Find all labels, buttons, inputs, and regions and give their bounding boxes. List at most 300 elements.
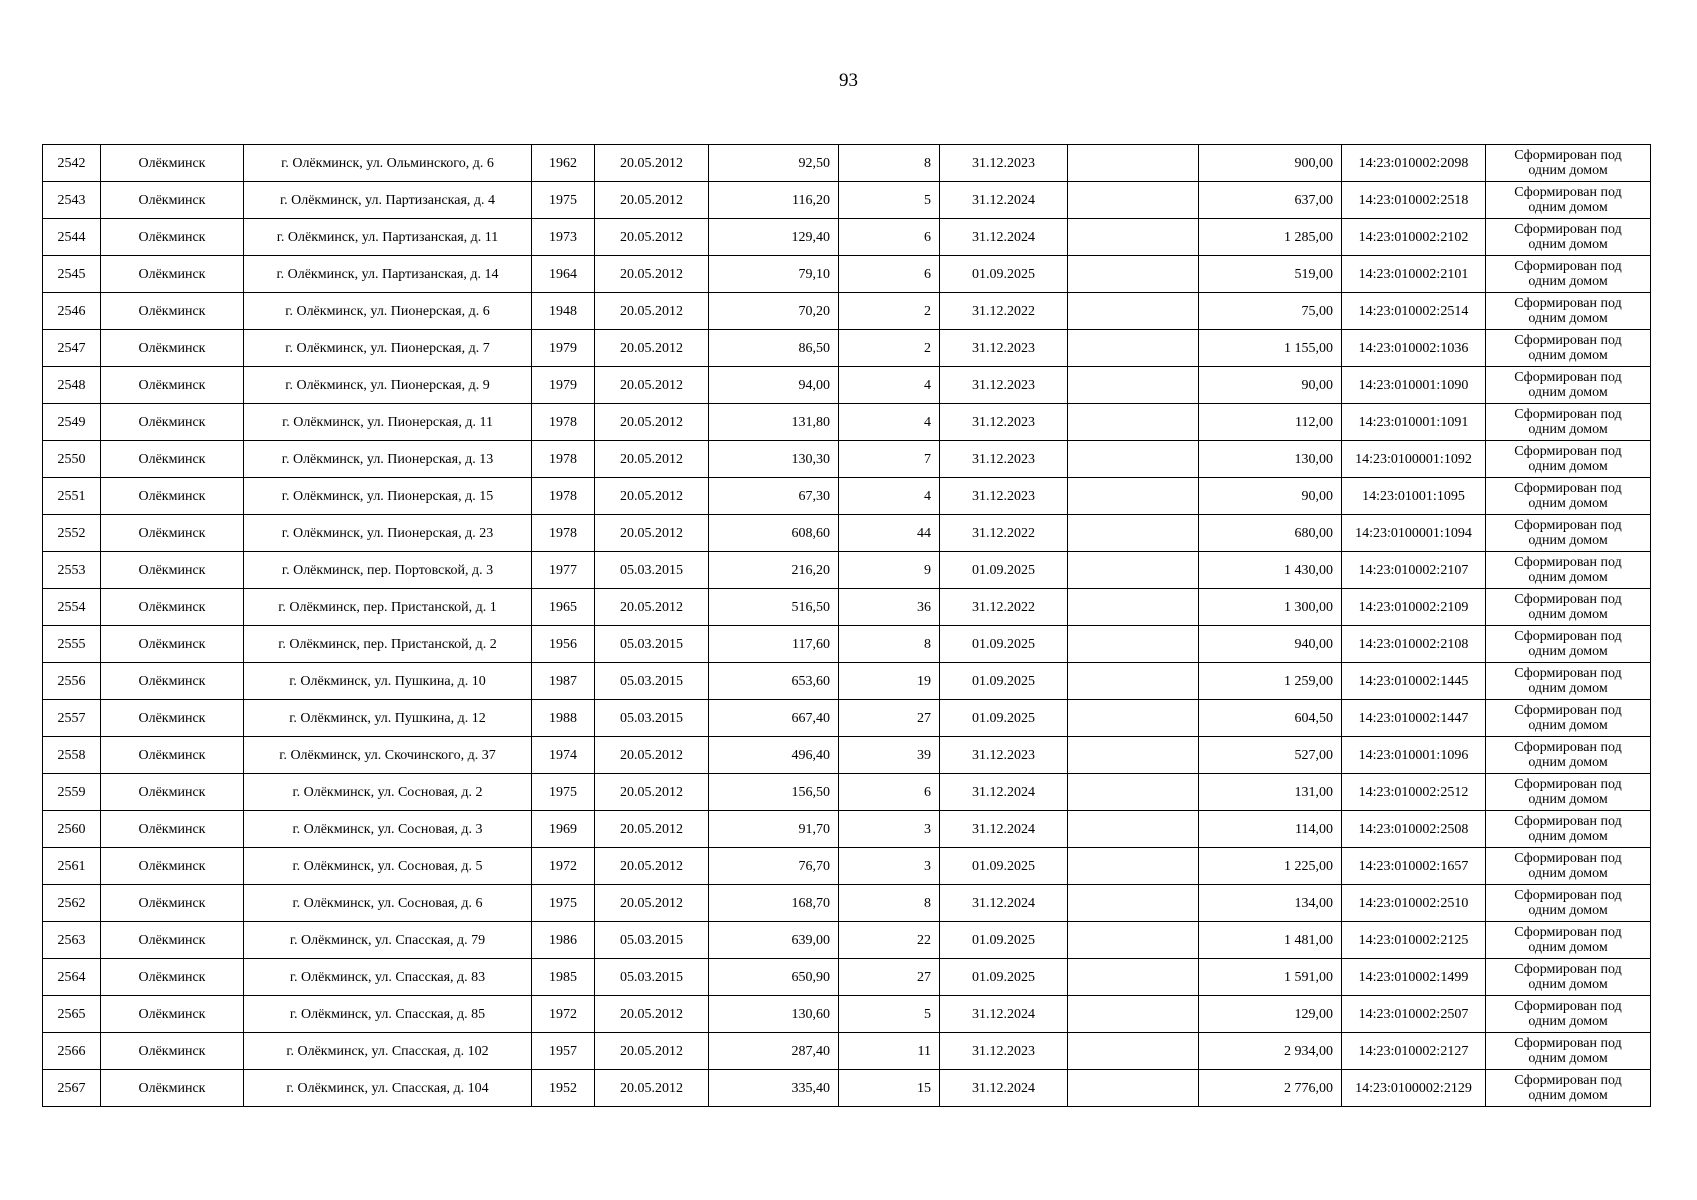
- cell-note: Сформирован под одним домом: [1486, 1070, 1651, 1107]
- cell-year: 1965: [532, 589, 595, 626]
- cell-settlement: Олёкминск: [101, 996, 244, 1033]
- cell-land-area: 129,00: [1199, 996, 1342, 1033]
- cell-land-area: 90,00: [1199, 367, 1342, 404]
- cell-empty: [1068, 367, 1199, 404]
- cell-deadline: 31.12.2023: [940, 367, 1068, 404]
- cell-deadline: 01.09.2025: [940, 552, 1068, 589]
- cell-residents: 19: [839, 663, 940, 700]
- cell-deadline: 01.09.2025: [940, 626, 1068, 663]
- cell-land-area: 1 259,00: [1199, 663, 1342, 700]
- cell-empty: [1068, 1033, 1199, 1070]
- cell-id: 2551: [43, 478, 101, 515]
- cell-empty: [1068, 848, 1199, 885]
- cell-address: г. Олёкминск, ул. Спасская, д. 79: [244, 922, 532, 959]
- table-row: [43, 145, 1651, 182]
- cell-year: 1969: [532, 811, 595, 848]
- cell-cadastral: 14:23:010002:2510: [1342, 885, 1486, 922]
- table-row: [43, 552, 1651, 589]
- cell-residents: 5: [839, 182, 940, 219]
- cell-empty: [1068, 441, 1199, 478]
- cell-address: г. Олёкминск, ул. Партизанская, д. 4: [244, 182, 532, 219]
- cell-id: 2558: [43, 737, 101, 774]
- cell-year: 1962: [532, 145, 595, 182]
- cell-year: 1978: [532, 515, 595, 552]
- cell-date: 05.03.2015: [595, 552, 709, 589]
- cell-residents: 44: [839, 515, 940, 552]
- cell-id: 2548: [43, 367, 101, 404]
- cell-note: Сформирован под одним домом: [1486, 996, 1651, 1033]
- cell-area: 516,50: [709, 589, 839, 626]
- cell-deadline: 31.12.2024: [940, 885, 1068, 922]
- cell-address: г. Олёкминск, ул. Пионерская, д. 11: [244, 404, 532, 441]
- cell-id: 2561: [43, 848, 101, 885]
- cell-land-area: 1 430,00: [1199, 552, 1342, 589]
- cell-deadline: 31.12.2022: [940, 589, 1068, 626]
- cell-date: 20.05.2012: [595, 1070, 709, 1107]
- cell-year: 1964: [532, 256, 595, 293]
- cell-deadline: 31.12.2023: [940, 478, 1068, 515]
- cell-note: Сформирован под одним домом: [1486, 404, 1651, 441]
- cell-empty: [1068, 182, 1199, 219]
- cell-address: г. Олёкминск, ул. Спасская, д. 85: [244, 996, 532, 1033]
- cell-area: 67,30: [709, 478, 839, 515]
- cell-residents: 8: [839, 626, 940, 663]
- cell-deadline: 01.09.2025: [940, 848, 1068, 885]
- cell-empty: [1068, 774, 1199, 811]
- cell-land-area: 1 481,00: [1199, 922, 1342, 959]
- cell-land-area: 1 285,00: [1199, 219, 1342, 256]
- cell-empty: [1068, 145, 1199, 182]
- cell-cadastral: 14:23:010002:1445: [1342, 663, 1486, 700]
- cell-deadline: 31.12.2024: [940, 219, 1068, 256]
- cell-residents: 3: [839, 848, 940, 885]
- cell-note: Сформирован под одним домом: [1486, 219, 1651, 256]
- cell-note: Сформирован под одним домом: [1486, 885, 1651, 922]
- cell-note: Сформирован под одним домом: [1486, 700, 1651, 737]
- cell-year: 1975: [532, 885, 595, 922]
- cell-empty: [1068, 330, 1199, 367]
- cell-date: 20.05.2012: [595, 774, 709, 811]
- cell-area: 335,40: [709, 1070, 839, 1107]
- cell-note: Сформирован под одним домом: [1486, 737, 1651, 774]
- table-row: [43, 256, 1651, 293]
- cell-settlement: Олёкминск: [101, 330, 244, 367]
- cell-residents: 4: [839, 367, 940, 404]
- cell-address: г. Олёкминск, ул. Партизанская, д. 11: [244, 219, 532, 256]
- cell-settlement: Олёкминск: [101, 589, 244, 626]
- cell-date: 20.05.2012: [595, 441, 709, 478]
- cell-year: 1977: [532, 552, 595, 589]
- table-row: [43, 1033, 1651, 1070]
- cell-empty: [1068, 626, 1199, 663]
- cell-land-area: 1 225,00: [1199, 848, 1342, 885]
- cell-year: 1985: [532, 959, 595, 996]
- cell-residents: 4: [839, 404, 940, 441]
- table-row: [43, 1070, 1651, 1107]
- cell-residents: 3: [839, 811, 940, 848]
- cell-date: 20.05.2012: [595, 885, 709, 922]
- cell-area: 117,60: [709, 626, 839, 663]
- cell-empty: [1068, 478, 1199, 515]
- cell-settlement: Олёкминск: [101, 811, 244, 848]
- cell-note: Сформирован под одним домом: [1486, 367, 1651, 404]
- cell-settlement: Олёкминск: [101, 737, 244, 774]
- cell-note: Сформирован под одним домом: [1486, 589, 1651, 626]
- table-row: [43, 219, 1651, 256]
- cell-note: Сформирован под одним домом: [1486, 515, 1651, 552]
- cell-address: г. Олёкминск, пер. Пристанской, д. 1: [244, 589, 532, 626]
- cell-id: 2559: [43, 774, 101, 811]
- cell-cadastral: 14:23:010002:2109: [1342, 589, 1486, 626]
- cell-note: Сформирован под одним домом: [1486, 848, 1651, 885]
- cell-cadastral: 14:23:0100001:1092: [1342, 441, 1486, 478]
- cell-address: г. Олёкминск, ул. Пионерская, д. 7: [244, 330, 532, 367]
- cell-year: 1978: [532, 404, 595, 441]
- cell-area: 130,60: [709, 996, 839, 1033]
- cell-year: 1979: [532, 330, 595, 367]
- cell-address: г. Олёкминск, ул. Пионерская, д. 13: [244, 441, 532, 478]
- cell-id: 2566: [43, 1033, 101, 1070]
- cell-settlement: Олёкминск: [101, 145, 244, 182]
- cell-id: 2556: [43, 663, 101, 700]
- cell-land-area: 130,00: [1199, 441, 1342, 478]
- cell-area: 156,50: [709, 774, 839, 811]
- cell-residents: 8: [839, 885, 940, 922]
- cell-address: г. Олёкминск, ул. Пушкина, д. 12: [244, 700, 532, 737]
- cell-year: 1987: [532, 663, 595, 700]
- cell-area: 639,00: [709, 922, 839, 959]
- cell-address: г. Олёкминск, ул. Сосновая, д. 5: [244, 848, 532, 885]
- cell-settlement: Олёкминск: [101, 1033, 244, 1070]
- cell-note: Сформирован под одним домом: [1486, 256, 1651, 293]
- cell-cadastral: 14:23:010002:2098: [1342, 145, 1486, 182]
- cell-area: 496,40: [709, 737, 839, 774]
- cell-year: 1972: [532, 848, 595, 885]
- cell-id: 2546: [43, 293, 101, 330]
- cell-land-area: 90,00: [1199, 478, 1342, 515]
- cell-area: 116,20: [709, 182, 839, 219]
- cell-land-area: 1 591,00: [1199, 959, 1342, 996]
- cell-cadastral: 14:23:010002:2518: [1342, 182, 1486, 219]
- cell-date: 20.05.2012: [595, 1033, 709, 1070]
- cell-settlement: Олёкминск: [101, 219, 244, 256]
- cell-year: 1973: [532, 219, 595, 256]
- cell-residents: 22: [839, 922, 940, 959]
- cell-note: Сформирован под одним домом: [1486, 441, 1651, 478]
- cell-settlement: Олёкминск: [101, 1070, 244, 1107]
- cell-deadline: 31.12.2023: [940, 404, 1068, 441]
- table-row: [43, 515, 1651, 552]
- table-row: [43, 330, 1651, 367]
- table-row: [43, 293, 1651, 330]
- cell-year: 1974: [532, 737, 595, 774]
- cell-date: 20.05.2012: [595, 589, 709, 626]
- cell-settlement: Олёкминск: [101, 182, 244, 219]
- cell-date: 05.03.2015: [595, 700, 709, 737]
- cell-address: г. Олёкминск, ул. Спасская, д. 83: [244, 959, 532, 996]
- cell-settlement: Олёкминск: [101, 626, 244, 663]
- cell-area: 608,60: [709, 515, 839, 552]
- cell-deadline: 01.09.2025: [940, 663, 1068, 700]
- cell-address: г. Олёкминск, ул. Пионерская, д. 23: [244, 515, 532, 552]
- cell-residents: 15: [839, 1070, 940, 1107]
- cell-empty: [1068, 1070, 1199, 1107]
- cell-note: Сформирован под одним домом: [1486, 959, 1651, 996]
- cell-settlement: Олёкминск: [101, 959, 244, 996]
- cell-land-area: 527,00: [1199, 737, 1342, 774]
- cell-residents: 2: [839, 293, 940, 330]
- cell-cadastral: 14:23:010002:2508: [1342, 811, 1486, 848]
- cell-settlement: Олёкминск: [101, 367, 244, 404]
- cell-address: г. Олёкминск, ул. Пионерская, д. 6: [244, 293, 532, 330]
- cell-cadastral: 14:23:010001:1096: [1342, 737, 1486, 774]
- cell-id: 2565: [43, 996, 101, 1033]
- cell-address: г. Олёкминск, ул. Пионерская, д. 9: [244, 367, 532, 404]
- cell-area: 86,50: [709, 330, 839, 367]
- cell-cadastral: 14:23:010002:2512: [1342, 774, 1486, 811]
- cell-date: 05.03.2015: [595, 922, 709, 959]
- cell-date: 05.03.2015: [595, 959, 709, 996]
- cell-year: 1975: [532, 182, 595, 219]
- cell-area: 653,60: [709, 663, 839, 700]
- cell-deadline: 31.12.2022: [940, 293, 1068, 330]
- cell-date: 20.05.2012: [595, 367, 709, 404]
- cell-empty: [1068, 811, 1199, 848]
- table-row: [43, 589, 1651, 626]
- cell-residents: 27: [839, 700, 940, 737]
- cell-date: 20.05.2012: [595, 293, 709, 330]
- cell-area: 667,40: [709, 700, 839, 737]
- cell-address: г. Олёкминск, пер. Портовской, д. 3: [244, 552, 532, 589]
- table-row: [43, 774, 1651, 811]
- cell-id: 2542: [43, 145, 101, 182]
- cell-empty: [1068, 256, 1199, 293]
- cell-land-area: 680,00: [1199, 515, 1342, 552]
- cell-deadline: 31.12.2024: [940, 811, 1068, 848]
- cell-settlement: Олёкминск: [101, 700, 244, 737]
- cell-land-area: 112,00: [1199, 404, 1342, 441]
- cell-cadastral: 14:23:010002:1447: [1342, 700, 1486, 737]
- cell-land-area: 1 155,00: [1199, 330, 1342, 367]
- cell-id: 2544: [43, 219, 101, 256]
- cell-deadline: 31.12.2024: [940, 182, 1068, 219]
- cell-settlement: Олёкминск: [101, 293, 244, 330]
- cell-land-area: 2 776,00: [1199, 1070, 1342, 1107]
- cell-note: Сформирован под одним домом: [1486, 774, 1651, 811]
- cell-empty: [1068, 404, 1199, 441]
- cell-cadastral: 14:23:010002:2101: [1342, 256, 1486, 293]
- cell-empty: [1068, 219, 1199, 256]
- cell-cadastral: 14:23:010002:2108: [1342, 626, 1486, 663]
- cell-deadline: 31.12.2023: [940, 1033, 1068, 1070]
- cell-note: Сформирован под одним домом: [1486, 1033, 1651, 1070]
- cell-id: 2550: [43, 441, 101, 478]
- cell-settlement: Олёкминск: [101, 404, 244, 441]
- cell-deadline: 31.12.2023: [940, 441, 1068, 478]
- cell-empty: [1068, 589, 1199, 626]
- cell-note: Сформирован под одним домом: [1486, 182, 1651, 219]
- cell-id: 2552: [43, 515, 101, 552]
- cell-id: 2545: [43, 256, 101, 293]
- cell-year: 1978: [532, 478, 595, 515]
- cell-note: Сформирован под одним домом: [1486, 145, 1651, 182]
- cell-year: 1956: [532, 626, 595, 663]
- cell-area: 287,40: [709, 1033, 839, 1070]
- cell-id: 2553: [43, 552, 101, 589]
- cell-address: г. Олёкминск, ул. Спасская, д. 102: [244, 1033, 532, 1070]
- table-row: [43, 441, 1651, 478]
- cell-settlement: Олёкминск: [101, 441, 244, 478]
- cell-residents: 6: [839, 774, 940, 811]
- cell-address: г. Олёкминск, пер. Пристанской, д. 2: [244, 626, 532, 663]
- cell-area: 79,10: [709, 256, 839, 293]
- cell-note: Сформирован под одним домом: [1486, 811, 1651, 848]
- cell-cadastral: 14:23:010002:2107: [1342, 552, 1486, 589]
- cell-residents: 27: [839, 959, 940, 996]
- cell-land-area: 134,00: [1199, 885, 1342, 922]
- cell-deadline: 01.09.2025: [940, 256, 1068, 293]
- cell-land-area: 1 300,00: [1199, 589, 1342, 626]
- cell-land-area: 604,50: [1199, 700, 1342, 737]
- cell-cadastral: 14:23:0100002:2129: [1342, 1070, 1486, 1107]
- cell-area: 91,70: [709, 811, 839, 848]
- cell-date: 05.03.2015: [595, 663, 709, 700]
- cell-residents: 9: [839, 552, 940, 589]
- cell-id: 2557: [43, 700, 101, 737]
- cell-area: 129,40: [709, 219, 839, 256]
- cell-settlement: Олёкминск: [101, 922, 244, 959]
- cell-year: 1972: [532, 996, 595, 1033]
- cell-settlement: Олёкминск: [101, 256, 244, 293]
- cell-cadastral: 14:23:010001:1091: [1342, 404, 1486, 441]
- cell-cadastral: 14:23:010002:2102: [1342, 219, 1486, 256]
- cell-date: 20.05.2012: [595, 330, 709, 367]
- cell-deadline: 31.12.2022: [940, 515, 1068, 552]
- cell-date: 20.05.2012: [595, 256, 709, 293]
- cell-deadline: 31.12.2023: [940, 737, 1068, 774]
- cell-cadastral: 14:23:010002:2507: [1342, 996, 1486, 1033]
- cell-residents: 4: [839, 478, 940, 515]
- cell-area: 130,30: [709, 441, 839, 478]
- cell-date: 20.05.2012: [595, 145, 709, 182]
- cell-area: 94,00: [709, 367, 839, 404]
- cell-cadastral: 14:23:010002:1036: [1342, 330, 1486, 367]
- cell-note: Сформирован под одним домом: [1486, 626, 1651, 663]
- cell-land-area: 75,00: [1199, 293, 1342, 330]
- cell-deadline: 01.09.2025: [940, 959, 1068, 996]
- cell-land-area: 114,00: [1199, 811, 1342, 848]
- cell-cadastral: 14:23:010002:2125: [1342, 922, 1486, 959]
- cell-area: 92,50: [709, 145, 839, 182]
- cell-residents: 36: [839, 589, 940, 626]
- table-row: [43, 182, 1651, 219]
- table-row: [43, 367, 1651, 404]
- cell-settlement: Олёкминск: [101, 885, 244, 922]
- cell-address: г. Олёкминск, ул. Сосновая, д. 6: [244, 885, 532, 922]
- cell-empty: [1068, 515, 1199, 552]
- cell-empty: [1068, 293, 1199, 330]
- cell-address: г. Олёкминск, ул. Пушкина, д. 10: [244, 663, 532, 700]
- cell-year: 1986: [532, 922, 595, 959]
- cell-empty: [1068, 700, 1199, 737]
- cell-empty: [1068, 663, 1199, 700]
- cell-id: 2567: [43, 1070, 101, 1107]
- cell-id: 2560: [43, 811, 101, 848]
- cell-address: г. Олёкминск, ул. Партизанская, д. 14: [244, 256, 532, 293]
- cell-note: Сформирован под одним домом: [1486, 478, 1651, 515]
- table-row: [43, 404, 1651, 441]
- table-row: [43, 811, 1651, 848]
- table-row: [43, 663, 1651, 700]
- table-row: [43, 737, 1651, 774]
- cell-residents: 39: [839, 737, 940, 774]
- cell-id: 2564: [43, 959, 101, 996]
- cell-id: 2547: [43, 330, 101, 367]
- cell-year: 1975: [532, 774, 595, 811]
- cell-address: г. Олёкминск, ул. Сосновая, д. 2: [244, 774, 532, 811]
- cell-address: г. Олёкминск, ул. Ольминского, д. 6: [244, 145, 532, 182]
- cell-year: 1952: [532, 1070, 595, 1107]
- cell-settlement: Олёкминск: [101, 515, 244, 552]
- cell-empty: [1068, 922, 1199, 959]
- table-row: [43, 848, 1651, 885]
- cell-land-area: 637,00: [1199, 182, 1342, 219]
- table-row: [43, 626, 1651, 663]
- cell-date: 05.03.2015: [595, 626, 709, 663]
- cell-note: Сформирован под одним домом: [1486, 552, 1651, 589]
- table-row: [43, 996, 1651, 1033]
- cell-area: 131,80: [709, 404, 839, 441]
- cell-cadastral: 14:23:010002:1499: [1342, 959, 1486, 996]
- cell-date: 20.05.2012: [595, 182, 709, 219]
- cell-cadastral: 14:23:01001:1095: [1342, 478, 1486, 515]
- cell-date: 20.05.2012: [595, 848, 709, 885]
- cell-date: 20.05.2012: [595, 515, 709, 552]
- cell-area: 70,20: [709, 293, 839, 330]
- cell-empty: [1068, 996, 1199, 1033]
- cell-deadline: 31.12.2024: [940, 996, 1068, 1033]
- cell-land-area: 2 934,00: [1199, 1033, 1342, 1070]
- cell-cadastral: 14:23:0100001:1094: [1342, 515, 1486, 552]
- cell-cadastral: 14:23:010001:1090: [1342, 367, 1486, 404]
- cell-id: 2549: [43, 404, 101, 441]
- cell-note: Сформирован под одним домом: [1486, 922, 1651, 959]
- cell-settlement: Олёкминск: [101, 552, 244, 589]
- cell-note: Сформирован под одним домом: [1486, 330, 1651, 367]
- cell-year: 1988: [532, 700, 595, 737]
- cell-date: 20.05.2012: [595, 996, 709, 1033]
- cell-address: г. Олёкминск, ул. Сосновая, д. 3: [244, 811, 532, 848]
- cell-deadline: 01.09.2025: [940, 700, 1068, 737]
- cell-id: 2555: [43, 626, 101, 663]
- cell-year: 1978: [532, 441, 595, 478]
- cell-residents: 5: [839, 996, 940, 1033]
- table-row: [43, 478, 1651, 515]
- cell-id: 2563: [43, 922, 101, 959]
- cell-id: 2554: [43, 589, 101, 626]
- cell-address: г. Олёкминск, ул. Спасская, д. 104: [244, 1070, 532, 1107]
- cell-date: 20.05.2012: [595, 404, 709, 441]
- cell-residents: 6: [839, 256, 940, 293]
- cell-note: Сформирован под одним домом: [1486, 663, 1651, 700]
- cell-date: 20.05.2012: [595, 219, 709, 256]
- cell-date: 20.05.2012: [595, 478, 709, 515]
- cell-deadline: 31.12.2023: [940, 145, 1068, 182]
- cell-residents: 8: [839, 145, 940, 182]
- cell-residents: 6: [839, 219, 940, 256]
- table-row: [43, 922, 1651, 959]
- cell-land-area: 940,00: [1199, 626, 1342, 663]
